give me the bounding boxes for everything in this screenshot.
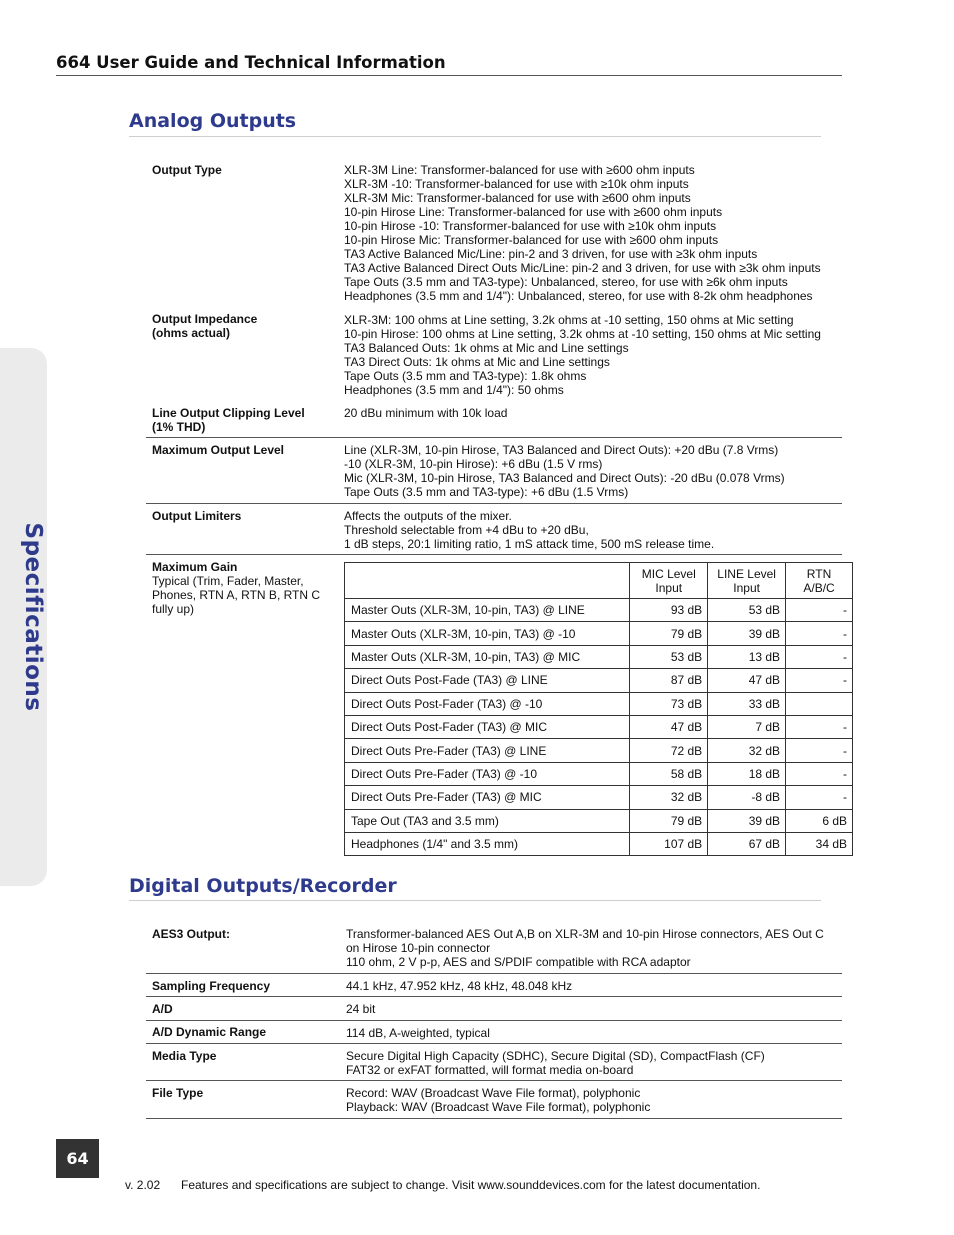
row-divider [146,973,842,974]
table-header-mic [630,563,708,599]
max-gain-table [344,562,853,856]
header-rule [56,75,842,76]
spec-line: 110 ohm, 2 V p-p, AES and S/PDIF compatible with RCA adaptor [346,955,691,969]
mic-gain-cell: 73 dB [630,692,708,715]
mic-gain-cell: 32 dB [630,786,708,809]
spec-line: Tape Outs (3.5 mm and TA3-type): Unbalanced, stereo, for use with ≥6k ohm inputs [344,275,788,289]
table-body [345,599,853,856]
line-gain-cell: 7 dB [708,715,786,738]
spec-line: TA3 Direct Outs: 1k ohms at Mic and Line settings [344,355,610,369]
ad-dynamic-range-value [346,1026,490,1040]
spec-line: 44.1 kHz, 47.952 kHz, 48 kHz, 48.048 kHz [346,979,573,993]
ad-label: A/D [152,1002,173,1016]
spec-line: XLR-3M Line: Transformer-balanced for use with ≥600 ohm inputs [344,163,695,177]
output-name-cell: Direct Outs Pre-Fader (TA3) @ MIC [345,786,630,809]
line-gain-cell: 47 dB [708,669,786,692]
max-gain-title: Maximum Gain [152,560,238,574]
spec-line: Secure Digital High Capacity (SDHC), Secure Digital (SD), CompactFlash (CF) [346,1049,765,1063]
spec-line: Mic (XLR-3M, 10-pin Hirose, TA3 Balanced and Direct Outs): -20 dBu (0.078 Vrms) [344,471,785,485]
side-tab-label: Specifications [20,522,46,712]
rtn-gain-cell: - [786,715,853,738]
clipping-level-label [152,406,305,434]
output-limiters-label: Output Limiters [152,509,242,523]
max-output-value [344,443,785,499]
spec-line: 10-pin Hirose Mic: Transformer-balanced for use with ≥600 ohm inputs [344,233,719,247]
table-row [345,809,853,832]
max-gain-sub-2: Phones, RTN A, RTN B, RTN C [152,588,321,602]
table-row [345,832,853,855]
spec-line: TA3 Balanced Outs: 1k ohms at Mic and Line settings [344,341,629,355]
row-divider [146,1080,842,1081]
row-divider [146,1118,842,1119]
table-row [345,669,853,692]
rtn-gain-cell: - [786,786,853,809]
row-divider [146,437,842,438]
sampling-frequency-label: Sampling Frequency [152,979,271,993]
spec-line: Record: WAV (Broadcast Wave File format), polyphonic [346,1086,641,1100]
line-gain-cell: 18 dB [708,762,786,785]
table-row [345,715,853,738]
output-name-cell: Tape Out (TA3 and 3.5 mm) [345,809,630,832]
output-name-cell: Direct Outs Pre-Fader (TA3) @ -10 [345,762,630,785]
document-title: 664 User Guide and Technical Information [56,53,446,72]
spec-line: XLR-3M Mic: Transformer-balanced for use with ≥600 ohm inputs [344,191,691,205]
table-row [345,622,853,645]
spec-line: FAT32 or exFAT formatted, will format media on-board [346,1063,634,1077]
max-gain-sub-3: fully up) [152,602,195,616]
row-divider [146,1020,842,1021]
line-gain-cell: 67 dB [708,832,786,855]
spec-line: 1 dB steps, 20:1 limiting ratio, 1 mS attack time, 500 mS release time. [344,537,715,551]
output-impedance-label [152,312,257,340]
spec-line: Tape Outs (3.5 mm and TA3-type): +6 dBu (1.5 Vrms) [344,485,629,499]
spec-line: XLR-3M -10: Transformer-balanced for use with ≥10k ohm inputs [344,177,689,191]
ad-value [346,1002,375,1016]
mic-gain-cell: 79 dB [630,622,708,645]
mic-gain-cell: 93 dB [630,599,708,622]
row-divider [146,1043,842,1044]
max-gain-sub-1: Typical (Trim, Fader, Master, [152,574,304,588]
line-gain-cell: 13 dB [708,645,786,668]
aes3-output-label: AES3 Output: [152,927,230,941]
rtn-gain-cell: - [786,622,853,645]
ad-dynamic-range-label: A/D Dynamic Range [152,1025,267,1039]
spec-line: 20 dBu minimum with 10k load [344,406,508,420]
spec-line: 10-pin Hirose Line: Transformer-balanced for use with ≥600 ohm inputs [344,205,723,219]
aes3-output-value [346,927,824,969]
output-type-label: Output Type [152,163,222,177]
table-row [345,739,853,762]
output-name-cell: Headphones (1/4" and 3.5 mm) [345,832,630,855]
spec-line: TA3 Active Balanced Mic/Line: pin-2 and 3 driven, for use with ≥3k ohm inputs [344,247,758,261]
output-name-cell: Direct Outs Pre-Fader (TA3) @ LINE [345,739,630,762]
output-limiters-value [344,509,714,551]
spec-line: Headphones (3.5 mm and 1/4"): Unbalanced, stereo, for use with 8-2k ohm headphones [344,289,813,303]
output-impedance-value [344,313,821,397]
sampling-frequency-value [346,979,572,993]
line-gain-cell: 33 dB [708,692,786,715]
spec-line: on Hirose 10-pin connector [346,941,491,955]
table-header-empty [345,563,630,599]
line-gain-cell: 32 dB [708,739,786,762]
table-row [345,786,853,809]
output-type-value [344,163,821,303]
row-divider [146,554,842,555]
media-type-value [346,1049,765,1077]
rtn-gain-cell: - [786,669,853,692]
mic-gain-cell: 107 dB [630,832,708,855]
spec-line: Playback: WAV (Broadcast Wave File format), polyphonic [346,1100,651,1114]
output-name-cell: Master Outs (XLR-3M, 10-pin, TA3) @ -10 [345,622,630,645]
max-gain-label [152,560,320,616]
rtn-gain-cell: - [786,599,853,622]
row-divider [146,503,842,504]
table-row [345,645,853,668]
spec-line: Tape Outs (3.5 mm and TA3-type): 1.8k ohms [344,369,587,383]
output-name-cell: Master Outs (XLR-3M, 10-pin, TA3) @ MIC [345,645,630,668]
line-gain-cell: 39 dB [708,809,786,832]
output-impedance-sublabel: (ohms actual) [152,326,231,340]
spec-line: 24 bit [346,1002,376,1016]
media-type-label: Media Type [152,1049,217,1063]
line-gain-cell: 39 dB [708,622,786,645]
max-output-label: Maximum Output Level [152,443,285,457]
mic-gain-cell: 53 dB [630,645,708,668]
digital-outputs-heading: Digital Outputs/Recorder [129,875,397,897]
spec-line: Line (XLR-3M, 10-pin Hirose, TA3 Balanced and Direct Outs): +20 dBu (7.8 Vrms) [344,443,779,457]
rtn-gain-cell: 6 dB [786,809,853,832]
rtn-gain-cell: 34 dB [786,832,853,855]
line-gain-cell: -8 dB [708,786,786,809]
table-header-line [708,563,786,599]
output-impedance-title: Output Impedance [152,312,258,326]
rtn-gain-cell [786,692,853,715]
output-name-cell: Direct Outs Post-Fader (TA3) @ MIC [345,715,630,738]
file-type-value [346,1086,650,1114]
file-type-label: File Type [152,1086,204,1100]
footer-version: v. 2.02 [125,1178,161,1192]
mic-gain-cell: 79 dB [630,809,708,832]
spec-line: Headphones (3.5 mm and 1/4"): 50 ohms [344,383,564,397]
mic-gain-cell: 87 dB [630,669,708,692]
spec-line: 10-pin Hirose -10: Transformer-balanced for use with ≥10k ohm inputs [344,219,717,233]
rtn-gain-cell: - [786,739,853,762]
table-header-rtn [786,563,853,599]
line-gain-cell: 53 dB [708,599,786,622]
analog-outputs-heading: Analog Outputs [129,110,297,132]
mic-gain-cell: 47 dB [630,715,708,738]
table-row [345,599,853,622]
footer-note: Features and specifications are subject to change. Visit www.sounddevices.com for the latest documentation. [181,1178,761,1192]
clipping-level-sublabel: (1% THD) [152,420,206,434]
table-row [345,692,853,715]
spec-line: 114 dB, A-weighted, typical [346,1026,490,1040]
header-text: RTN A/B/C [803,566,835,595]
table-header-row [345,563,853,599]
clipping-level-title: Line Output Clipping Level [152,406,305,420]
spec-line: Transformer-balanced AES Out A,B on XLR-3M and 10-pin Hirose connectors, AES Out C [346,927,824,941]
page-number: 64 [56,1139,99,1178]
clipping-level-value [344,406,507,420]
spec-line: XLR-3M: 100 ohms at Line setting, 3.2k ohms at -10 setting, 150 ohms at Mic setting [344,313,794,327]
output-name-cell: Master Outs (XLR-3M, 10-pin, TA3) @ LINE [345,599,630,622]
table-row [345,762,853,785]
output-name-cell: Direct Outs Post-Fade (TA3) @ LINE [345,669,630,692]
spec-line: -10 (XLR-3M, 10-pin Hirose): +6 dBu (1.5 V rms) [344,457,603,471]
spec-line: TA3 Active Balanced Direct Outs Mic/Line: pin-2 and 3 driven, for use with ≥3k ohm inputs [344,261,821,275]
analog-heading-rule [129,136,821,137]
rtn-gain-cell: - [786,645,853,668]
output-name-cell: Direct Outs Post-Fader (TA3) @ -10 [345,692,630,715]
header-text: MIC Level Input [641,566,696,595]
header-text: LINE Level Input [717,566,776,595]
mic-gain-cell: 58 dB [630,762,708,785]
spec-line: Threshold selectable from +4 dBu to +20 dBu, [344,523,589,537]
spec-line: 10-pin Hirose: 100 ohms at Line setting, 3.2k ohms at -10 setting, 150 ohms at Mic setting [344,327,821,341]
row-divider [146,996,842,997]
rtn-gain-cell: - [786,762,853,785]
mic-gain-cell: 72 dB [630,739,708,762]
digital-heading-rule [129,900,821,901]
spec-line: Affects the outputs of the mixer. [344,509,512,523]
